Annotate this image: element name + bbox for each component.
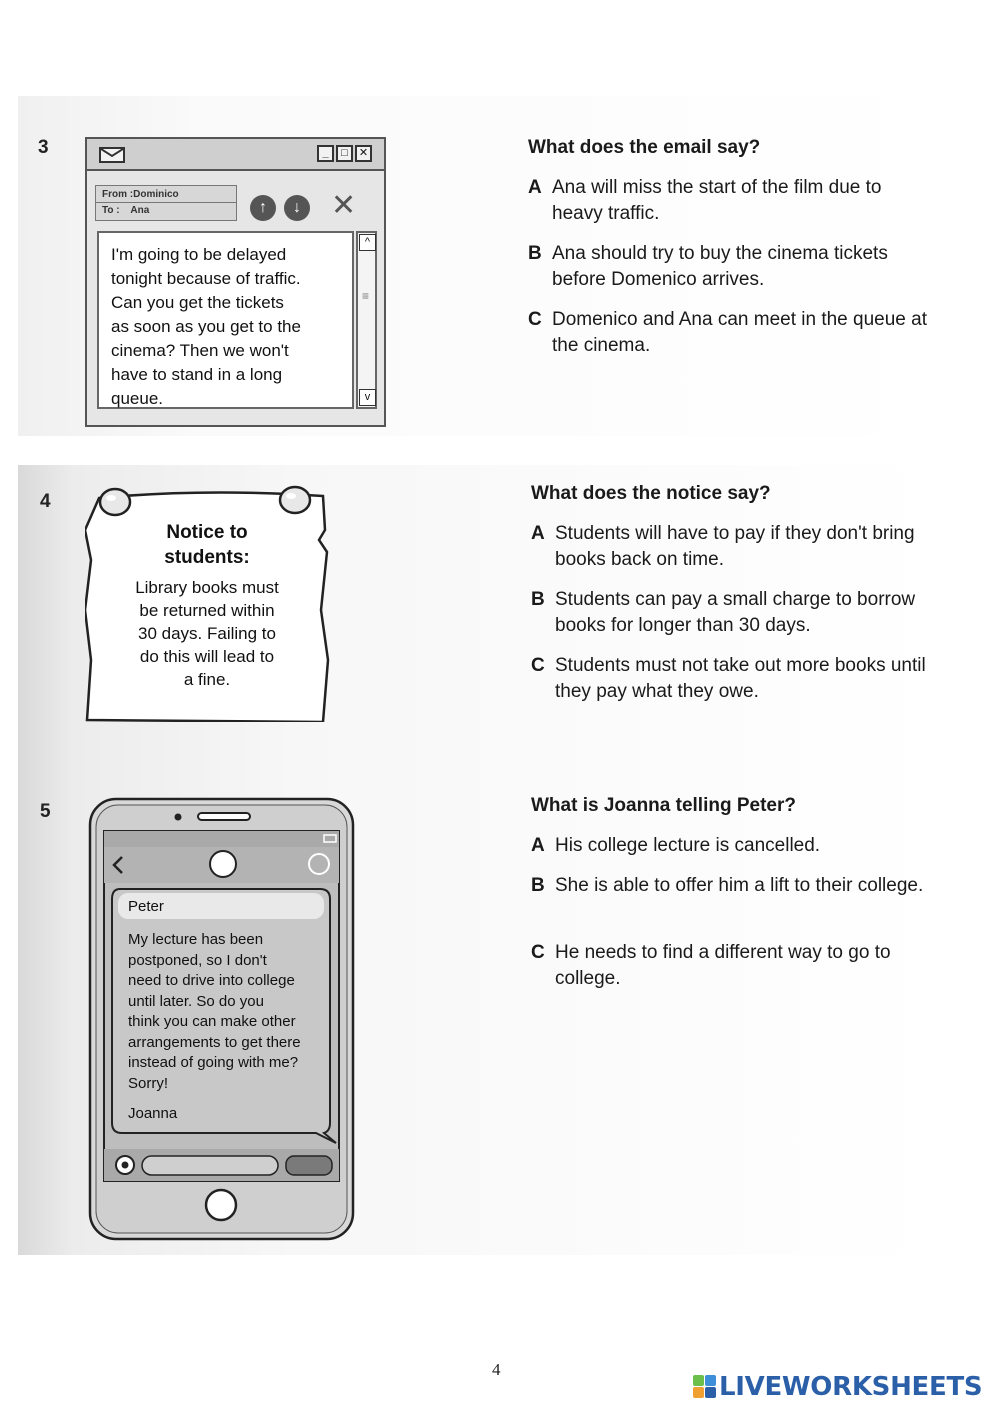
email-scrollbar xyxy=(356,231,377,409)
email-sender: Dominico xyxy=(133,189,179,200)
arrow-up-icon: ↑ xyxy=(250,195,276,221)
message-recipient: Peter xyxy=(128,898,164,915)
question-prompt: What does the notice say? xyxy=(531,483,771,504)
question-number: 5 xyxy=(40,801,51,822)
notice-text xyxy=(107,520,307,691)
answer-option: C He needs to find a different way to go to college. xyxy=(531,942,891,989)
answer-option: B Ana should try to buy the cinema tickets before Domenico arrives. xyxy=(528,243,888,290)
answer-option: A His college lecture is cancelled. xyxy=(531,835,821,856)
brand-name: LIVEWORKSHEETS xyxy=(719,1372,983,1402)
close-window-icon: ✕ xyxy=(355,145,372,162)
logo-grid-icon xyxy=(693,1375,717,1399)
email-recipient: Ana xyxy=(130,205,150,216)
scroll-grip-icon: ≡ xyxy=(362,289,370,303)
answer-option: C Students must not take out more books until they pay what they owe. xyxy=(531,655,926,702)
email-header: From :Dominico To : Ana xyxy=(95,185,237,221)
message-body: My lecture has been postponed, so I don't need to drive into college until later. So do you think you can make other arrangements to get there instead of going with me? Sorry! xyxy=(128,931,301,1092)
scroll-up-icon: ^ xyxy=(359,234,376,251)
email-titlebar xyxy=(87,139,384,171)
notice-body: Library books must be returned within 30 days. Failing to do this will lead to a fine. xyxy=(135,578,279,689)
email-window xyxy=(85,137,386,427)
notice-paper xyxy=(85,490,331,722)
arrow-down-icon: ↓ xyxy=(284,195,310,221)
question-number: 4 xyxy=(40,491,51,512)
question-number: 3 xyxy=(38,137,49,158)
page-number: 4 xyxy=(492,1360,501,1379)
smartphone xyxy=(88,797,355,1241)
email-body xyxy=(97,231,354,409)
question-prompt: What does the email say? xyxy=(528,137,761,158)
notice-title: Notice to students: xyxy=(164,522,250,568)
delete-x-icon: ✕ xyxy=(331,189,357,222)
liveworksheets-logo xyxy=(693,1372,982,1402)
answer-option: A Students will have to pay if they don't bring books back on time. xyxy=(531,523,915,570)
answer-option: C Domenico and Ana can meet in the queue at the cinema. xyxy=(528,309,927,356)
email-message: I'm going to be delayed tonight because of traffic. Can you get the tickets as soon as you get to the cinema? Then we won't have to stand in a long queue. xyxy=(111,245,301,408)
pin-right-icon xyxy=(275,484,315,520)
maximize-icon: □ xyxy=(336,145,353,162)
answer-option: B She is able to offer him a lift to their college. xyxy=(531,875,924,896)
message-signature: Joanna xyxy=(128,1105,178,1122)
scroll-down-icon: v xyxy=(359,389,376,406)
envelope-icon xyxy=(99,147,125,163)
question-prompt: What is Joanna telling Peter? xyxy=(531,795,796,816)
pin-left-icon xyxy=(95,486,135,522)
minimize-icon: _ xyxy=(317,145,334,162)
answer-option: A Ana will miss the start of the film due to heavy traffic. xyxy=(528,177,882,224)
answer-option: B Students can pay a small charge to borrow books for longer than 30 days. xyxy=(531,589,916,636)
